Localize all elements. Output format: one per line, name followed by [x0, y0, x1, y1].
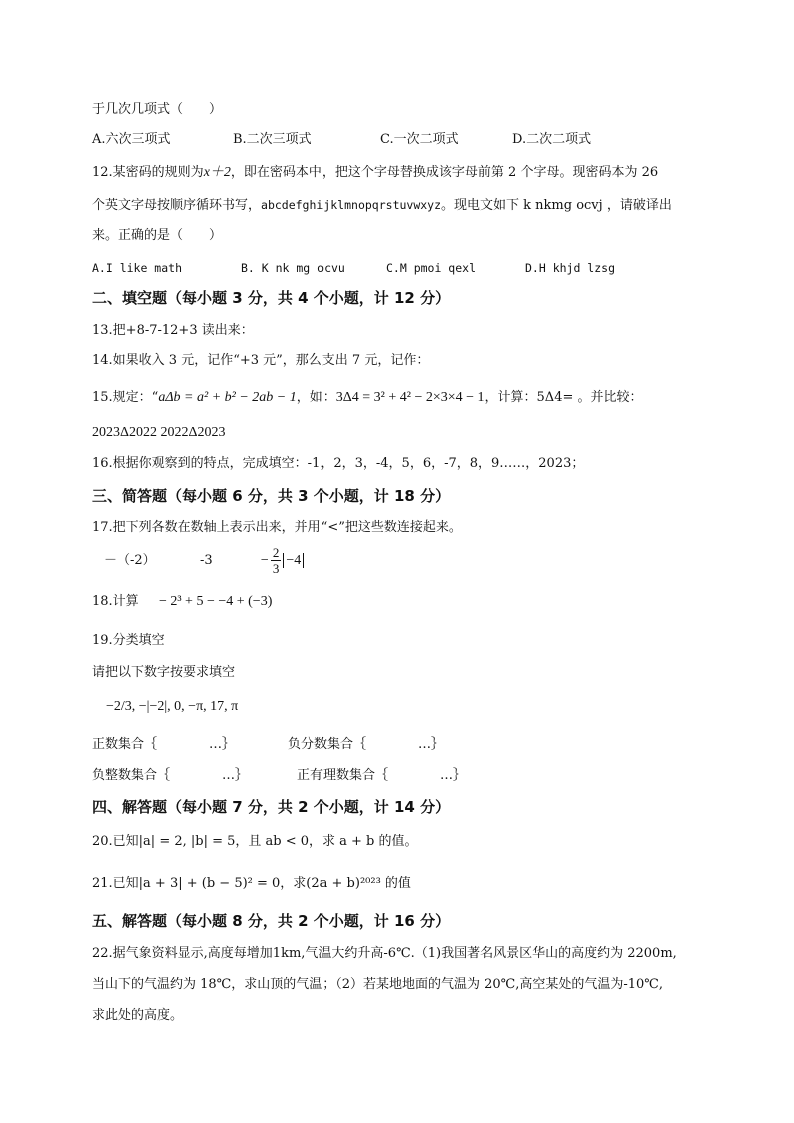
q15-example: 3Δ4 = 3² + 4² − 2×3×4 − 1: [335, 390, 485, 405]
section-3-title: 三、简答题（每小题 6 分，共 3 个小题，计 18 分）: [92, 487, 451, 505]
q13-text: 13.把+8-7-12+3 读出来：: [92, 323, 254, 338]
q12-alphabet: abcdefghijklmnopqrstuvwxyz: [261, 198, 442, 212]
q11-option-c: C.一次二项式: [380, 132, 459, 147]
q22-line-1: 22.据气象资料显示,高度每增加1km,气温大约升高-6℃.（1)我国著名风景区华山的高度约为 2200m,: [92, 946, 677, 961]
q12-option-c: C.M pmoi qexl: [386, 261, 477, 275]
q19-set-negative-fraction: 负分数集合｛ …｝: [288, 737, 445, 752]
q17-fraction-num: 2: [272, 545, 280, 560]
q22-line-2: 当山下的气温约为 18℃，求山顶的气温；（2）若某地地面的气温为 20℃,高空某处的气温为-10℃,: [92, 977, 663, 992]
q15-pre: 15.规定：“: [92, 390, 159, 405]
q12-line2-pre: 个英文字母按顺序循环书写，: [92, 198, 262, 213]
section-4-title: 四、解答题（每小题 7 分，共 2 个小题，计 14 分）: [92, 798, 451, 816]
q19-number-list: −2/3, −|−2|, 0, −π, 17, π: [106, 699, 239, 714]
q19-title: 19.分类填空: [92, 633, 165, 648]
q17-text: 17.把下列各数在数轴上表示出来，并用“<”把这些数连接起来。: [92, 520, 462, 535]
q11-option-d: D.二次二项式: [512, 132, 592, 147]
q19-set-negative-integer: 负整数集合｛ …｝: [92, 768, 249, 783]
q12-line2-post: 。现电文如下 k nkmg ocvj ，请破译出: [441, 198, 672, 213]
q19-set-positive: 正数集合｛ …｝: [92, 737, 236, 752]
q22-line-3: 求此处的高度。: [92, 1008, 184, 1023]
section-5-title: 五、解答题（每小题 8 分，共 2 个小题，计 16 分）: [92, 912, 451, 930]
q12-option-a: A.I like math: [92, 261, 183, 275]
q15-definition: aΔb = a² + b² − 2ab − 1: [158, 390, 297, 405]
q17-minus: −: [260, 553, 269, 568]
q12-line1-post: ，即在密码本中，把这个字母替换成该字母前第 2 个字母。现密码本为 26: [230, 165, 659, 180]
q11-option-a: A.六次三项式: [92, 132, 171, 147]
q15-mid: ，如：: [296, 390, 336, 405]
q18-expression: − 2³ + 5 − −4 + (−3): [158, 594, 273, 609]
q17-numbers: [104, 545, 304, 577]
q17-fraction-den: 3: [272, 561, 280, 576]
q12-rule-math: x＋2: [203, 165, 231, 180]
q12-option-b: B. K nk mg ocvu: [241, 261, 345, 275]
q18-line: [92, 593, 272, 611]
q12-option-d: D.H khjd lzsg: [525, 261, 616, 275]
q12-line-1: [92, 164, 658, 182]
q21-text: 21.已知|a + 3| + (b − 5)² = 0，求(2a + b)²⁰²³ 的值: [92, 876, 411, 891]
q18-label: 18.计算: [92, 594, 139, 609]
q17-abs-value: −4: [283, 553, 304, 568]
q12-line-3: 来。正确的是（ ）: [92, 228, 223, 243]
q16-text: 16.根据你观察到的特点，完成填空：-1，2，3，-4，5，6，-7，8，9……，2023；: [92, 456, 585, 471]
q20-text: 20.已知|a| = 2, |b| = 5，且 ab < 0，求 a + b 的值。: [92, 834, 418, 849]
q14-text: 14.如果收入 3 元，记作“+3 元”，那么支出 7 元，记作：: [92, 353, 430, 368]
q12-line-2: [92, 196, 672, 215]
q11-option-b: B.二次三项式: [233, 132, 312, 147]
q12-line1-pre: 12.某密码的规则为: [92, 165, 204, 180]
q17-fraction: [271, 545, 282, 576]
q17-num-2: -3: [199, 553, 213, 568]
q19-instruction: 请把以下数字按要求填空: [92, 665, 236, 680]
q11-tail: 于几次几项式（ ）: [92, 102, 223, 117]
q15-post: ，计算：5Δ4= 。并比较：: [484, 390, 643, 405]
q19-set-positive-rational: 正有理数集合｛ …｝: [297, 768, 467, 783]
q15-line-1: [92, 389, 643, 407]
section-2-title: 二、填空题（每小题 3 分，共 4 个小题，计 12 分）: [92, 289, 451, 307]
q17-num-1: －（-2）: [104, 553, 156, 568]
q15-compare: 2023Δ2022 2022Δ2023: [92, 425, 226, 440]
